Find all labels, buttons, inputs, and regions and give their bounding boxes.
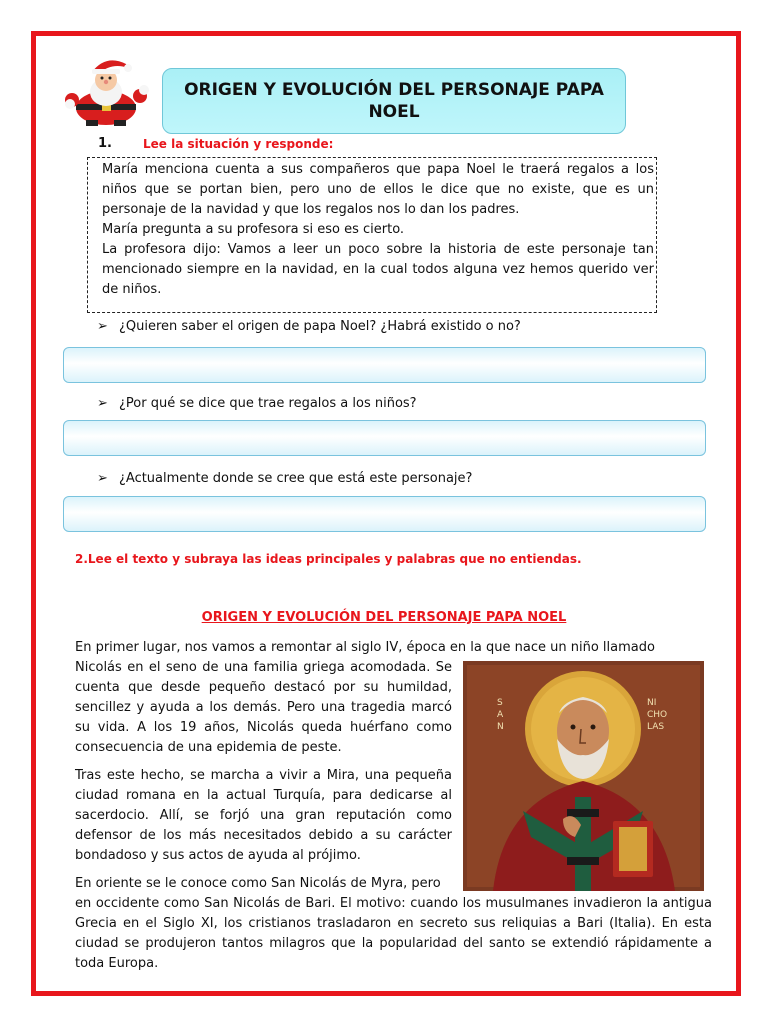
question-number: 1.	[98, 136, 112, 151]
answer-field[interactable]	[63, 420, 706, 456]
situation-paragraph: La profesora dijo: Vamos a leer un poco sobre la historia de este personaje tan mencionado siempre en la navidad, en la cual todos alguna vez hemos querido ver de niños.	[102, 242, 654, 297]
section2-instruction: 2.Lee el texto y subraya las ideas principales y palabras que no entiendas.	[75, 552, 582, 566]
reading-paragraph-3-first-line: En oriente se le conoce como San Nicolás de Myra, pero	[75, 876, 441, 891]
situation-box	[87, 157, 657, 313]
icon-right-label: NI CHO LAS	[647, 698, 668, 732]
title-banner	[162, 68, 626, 134]
arrow-bullet-icon: ➢	[97, 471, 108, 486]
question-item	[97, 396, 417, 411]
reading-paragraph-2: Tras este hecho, se marcha a vivir a Mira, una pequeña ciudad romana en la actual Turquía, para dedicarse al sacerdocio. Allí, se forjó una gran reputación como defensor de los más necesitados debido a su carácter bondadoso y sus actos de ayuda al prójimo.	[75, 768, 452, 863]
icon-left-label: S A N	[497, 698, 504, 732]
question-text: ¿Por qué se dice que trae regalos a los niños?	[119, 396, 417, 411]
arrow-bullet-icon: ➢	[97, 319, 108, 334]
question-text: ¿Actualmente donde se cree que está este personaje?	[119, 471, 473, 486]
question-text: ¿Quieren saber el origen de papa Noel? ¿Habrá existido o no?	[119, 319, 521, 334]
reading-paragraph-3: en occidente como San Nicolás de Bari. El motivo: cuando los musulmanes invadieron la antigua Grecia en el Siglo XI, los cristianos trasladaron en secreto sus reliquias a Bari (Italia). En esta ciudad se produjeron tantos milagros que la popularidad del santo se extendió rápidamente a toda Europa.	[75, 896, 712, 971]
santa-claus-icon	[62, 56, 150, 126]
reading-paragraph-1: Nicolás en el seno de una familia griega acomodada. Se cuenta que desde pequeño destacó por su humildad, sencillez y ayuda a los demás. Pero una tragedia marcó su vida. A los 19 años, Nicolás queda huérfano como consecuencia de una epidemia de peste.	[75, 660, 452, 755]
reading-title: ORIGEN Y EVOLUCIÓN DEL PERSONAJE PAPA NOEL	[201, 610, 567, 625]
situation-paragraph: María pregunta a su profesora si eso es cierto.	[102, 222, 405, 237]
situation-paragraph: María menciona cuenta a sus compañeros que papa Noel le traerá regalos a los niños que se portan bien, pero uno de ellos le dice que no existe, que es un personaje de la navidad y que los regalos nos lo dan los padres.	[102, 162, 654, 217]
question-item	[97, 319, 521, 334]
answer-field[interactable]	[63, 347, 706, 383]
answer-field[interactable]	[63, 496, 706, 532]
page-title: ORIGEN Y EVOLUCIÓN DEL PERSONAJE PAPA NOEL	[184, 80, 604, 122]
section1-instruction: Lee la situación y responde:	[143, 137, 334, 151]
arrow-bullet-icon: ➢	[97, 396, 108, 411]
question-item	[97, 471, 472, 486]
reading-paragraph-1-first-line: En primer lugar, nos vamos a remontar al siglo IV, época en la que nace un niño llamado	[75, 640, 655, 655]
saint-nicholas-icon	[463, 661, 704, 891]
